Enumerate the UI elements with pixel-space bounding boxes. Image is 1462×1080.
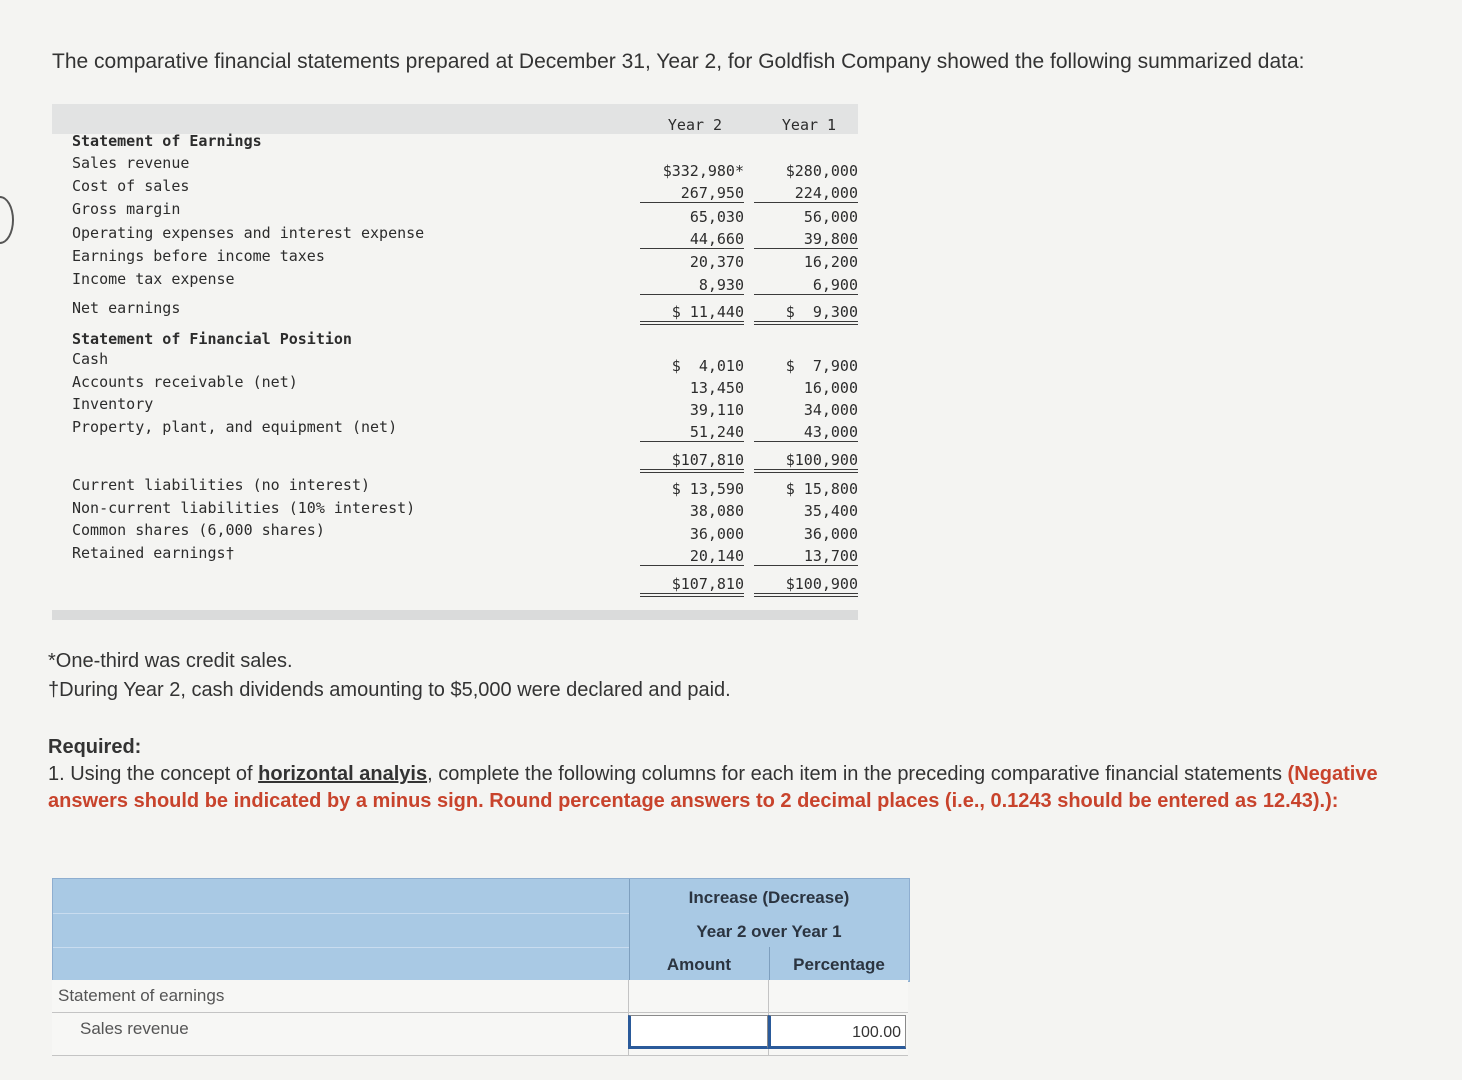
current-liab-y2: $ 13,590 [671, 480, 744, 498]
inventory-y2: 39,110 [689, 401, 744, 419]
row-label-current-liab: Current liabilities (no interest) [72, 476, 371, 494]
ppe-y1: 43,000 [754, 423, 858, 442]
sales-percentage-input[interactable]: 100.00 [768, 1015, 906, 1049]
footnote-dividends: †During Year 2, cash dividends amounting to $5,000 were declared and paid. [48, 679, 731, 701]
row-label-cash: Cash [72, 350, 109, 368]
header-year-comparison: Year 2 over Year 1 [696, 922, 842, 941]
row-label-common-shares: Common shares (6,000 shares) [72, 521, 325, 539]
retained-y2: 20,140 [640, 547, 744, 566]
required-instructions [48, 734, 1408, 815]
row-label-sales-revenue: Sales revenue [80, 1019, 189, 1038]
cell-divider [768, 980, 769, 1012]
tax-y2: 8,930 [640, 276, 744, 295]
row-label-opex: Operating expenses and interest expense [72, 224, 425, 242]
statement-footer-bar [52, 610, 858, 620]
opex-y1: 39,800 [754, 230, 858, 249]
footnote-credit-sales: *One-third was credit sales. [48, 650, 293, 672]
tax-y1: 6,900 [754, 276, 858, 295]
liab-total-y2: $107,810 [640, 575, 744, 597]
cash-y2: $ 4,010 [671, 357, 744, 375]
earnings-title: Statement of Earnings [72, 132, 262, 150]
sales-y1: $280,000 [785, 162, 858, 180]
sales-amount-input[interactable] [628, 1015, 768, 1049]
row-label-ppe: Property, plant, and equipment (net) [72, 418, 398, 436]
row-label-gross: Gross margin [72, 200, 181, 218]
section-label-earnings: Statement of earnings [58, 986, 225, 1005]
problem-intro: The comparative financial statements prepared at December 31, Year 2, for Goldfish Company showed the following summarized data: [52, 50, 1305, 73]
position-title: Statement of Financial Position [72, 330, 352, 348]
col-header-year2: Year 2 [667, 116, 723, 134]
rounding-note: (Negative answers should be indicated by a minus sign. Round percentage answers to 2 decimal places (i.e., 0.1243 should be entered as 12.43).): [48, 763, 1378, 812]
noncurrent-liab-y1: 35,400 [803, 502, 858, 520]
net-y1: $ 9,300 [754, 303, 858, 325]
table-row-section [52, 980, 908, 1013]
liab-total-y1: $100,900 [754, 575, 858, 597]
retained-y1: 13,700 [754, 547, 858, 566]
financial-statements [52, 104, 860, 620]
header-amount: Amount [666, 955, 732, 974]
assets-total-y2: $107,810 [640, 451, 744, 473]
row-label-noncurrent-liab: Non-current liabilities (10% interest) [72, 499, 416, 517]
noncurrent-liab-y2: 38,080 [689, 502, 744, 520]
ar-y1: 16,000 [803, 379, 858, 397]
cash-y1: $ 7,900 [785, 357, 858, 375]
gross-y2: 65,030 [689, 208, 744, 226]
required-title: Required: [48, 736, 142, 758]
page-edge-decoration [0, 196, 14, 244]
inventory-y1: 34,000 [803, 401, 858, 419]
row-label-inventory: Inventory [72, 395, 154, 413]
current-liab-y1: $ 15,800 [785, 480, 858, 498]
cost-y2: 267,950 [640, 184, 744, 203]
ebt-y1: 16,200 [803, 253, 858, 271]
assets-total-y1: $100,900 [754, 451, 858, 473]
row-label-tax: Income tax expense [72, 270, 235, 288]
required-text-start: 1. Using the concept of [48, 763, 259, 785]
header-percentage: Percentage [793, 955, 885, 974]
net-y2: $ 11,440 [640, 303, 744, 325]
header-divider [53, 947, 629, 948]
common-shares-y1: 36,000 [803, 525, 858, 543]
row-label-net: Net earnings [72, 299, 181, 317]
header-increase-decrease: Increase (Decrease) [688, 888, 850, 907]
opex-y2: 44,660 [640, 230, 744, 249]
table-row-sales-revenue [52, 1013, 908, 1056]
cell-divider [628, 980, 629, 1012]
ar-y2: 13,450 [689, 379, 744, 397]
ebt-y2: 20,370 [689, 253, 744, 271]
gross-y1: 56,000 [803, 208, 858, 226]
required-text-middle: , complete the following columns for each item in the preceding comparative financial statements [427, 763, 1288, 785]
horizontal-analysis-link[interactable]: horizontal analyis [258, 763, 428, 785]
answer-table-header [52, 878, 910, 982]
ppe-y2: 51,240 [640, 423, 744, 442]
row-label-cost: Cost of sales [72, 177, 190, 195]
answer-table [52, 878, 908, 1058]
row-label-retained: Retained earnings† [72, 544, 235, 562]
cost-y1: 224,000 [754, 184, 858, 203]
row-label-ebt: Earnings before income taxes [72, 247, 325, 265]
sales-y2: $332,980* [662, 162, 744, 180]
col-header-year1: Year 1 [781, 116, 837, 134]
footnotes [48, 650, 731, 708]
row-label-sales: Sales revenue [72, 154, 190, 172]
row-label-ar: Accounts receivable (net) [72, 373, 298, 391]
common-shares-y2: 36,000 [689, 525, 744, 543]
header-divider [53, 913, 629, 914]
